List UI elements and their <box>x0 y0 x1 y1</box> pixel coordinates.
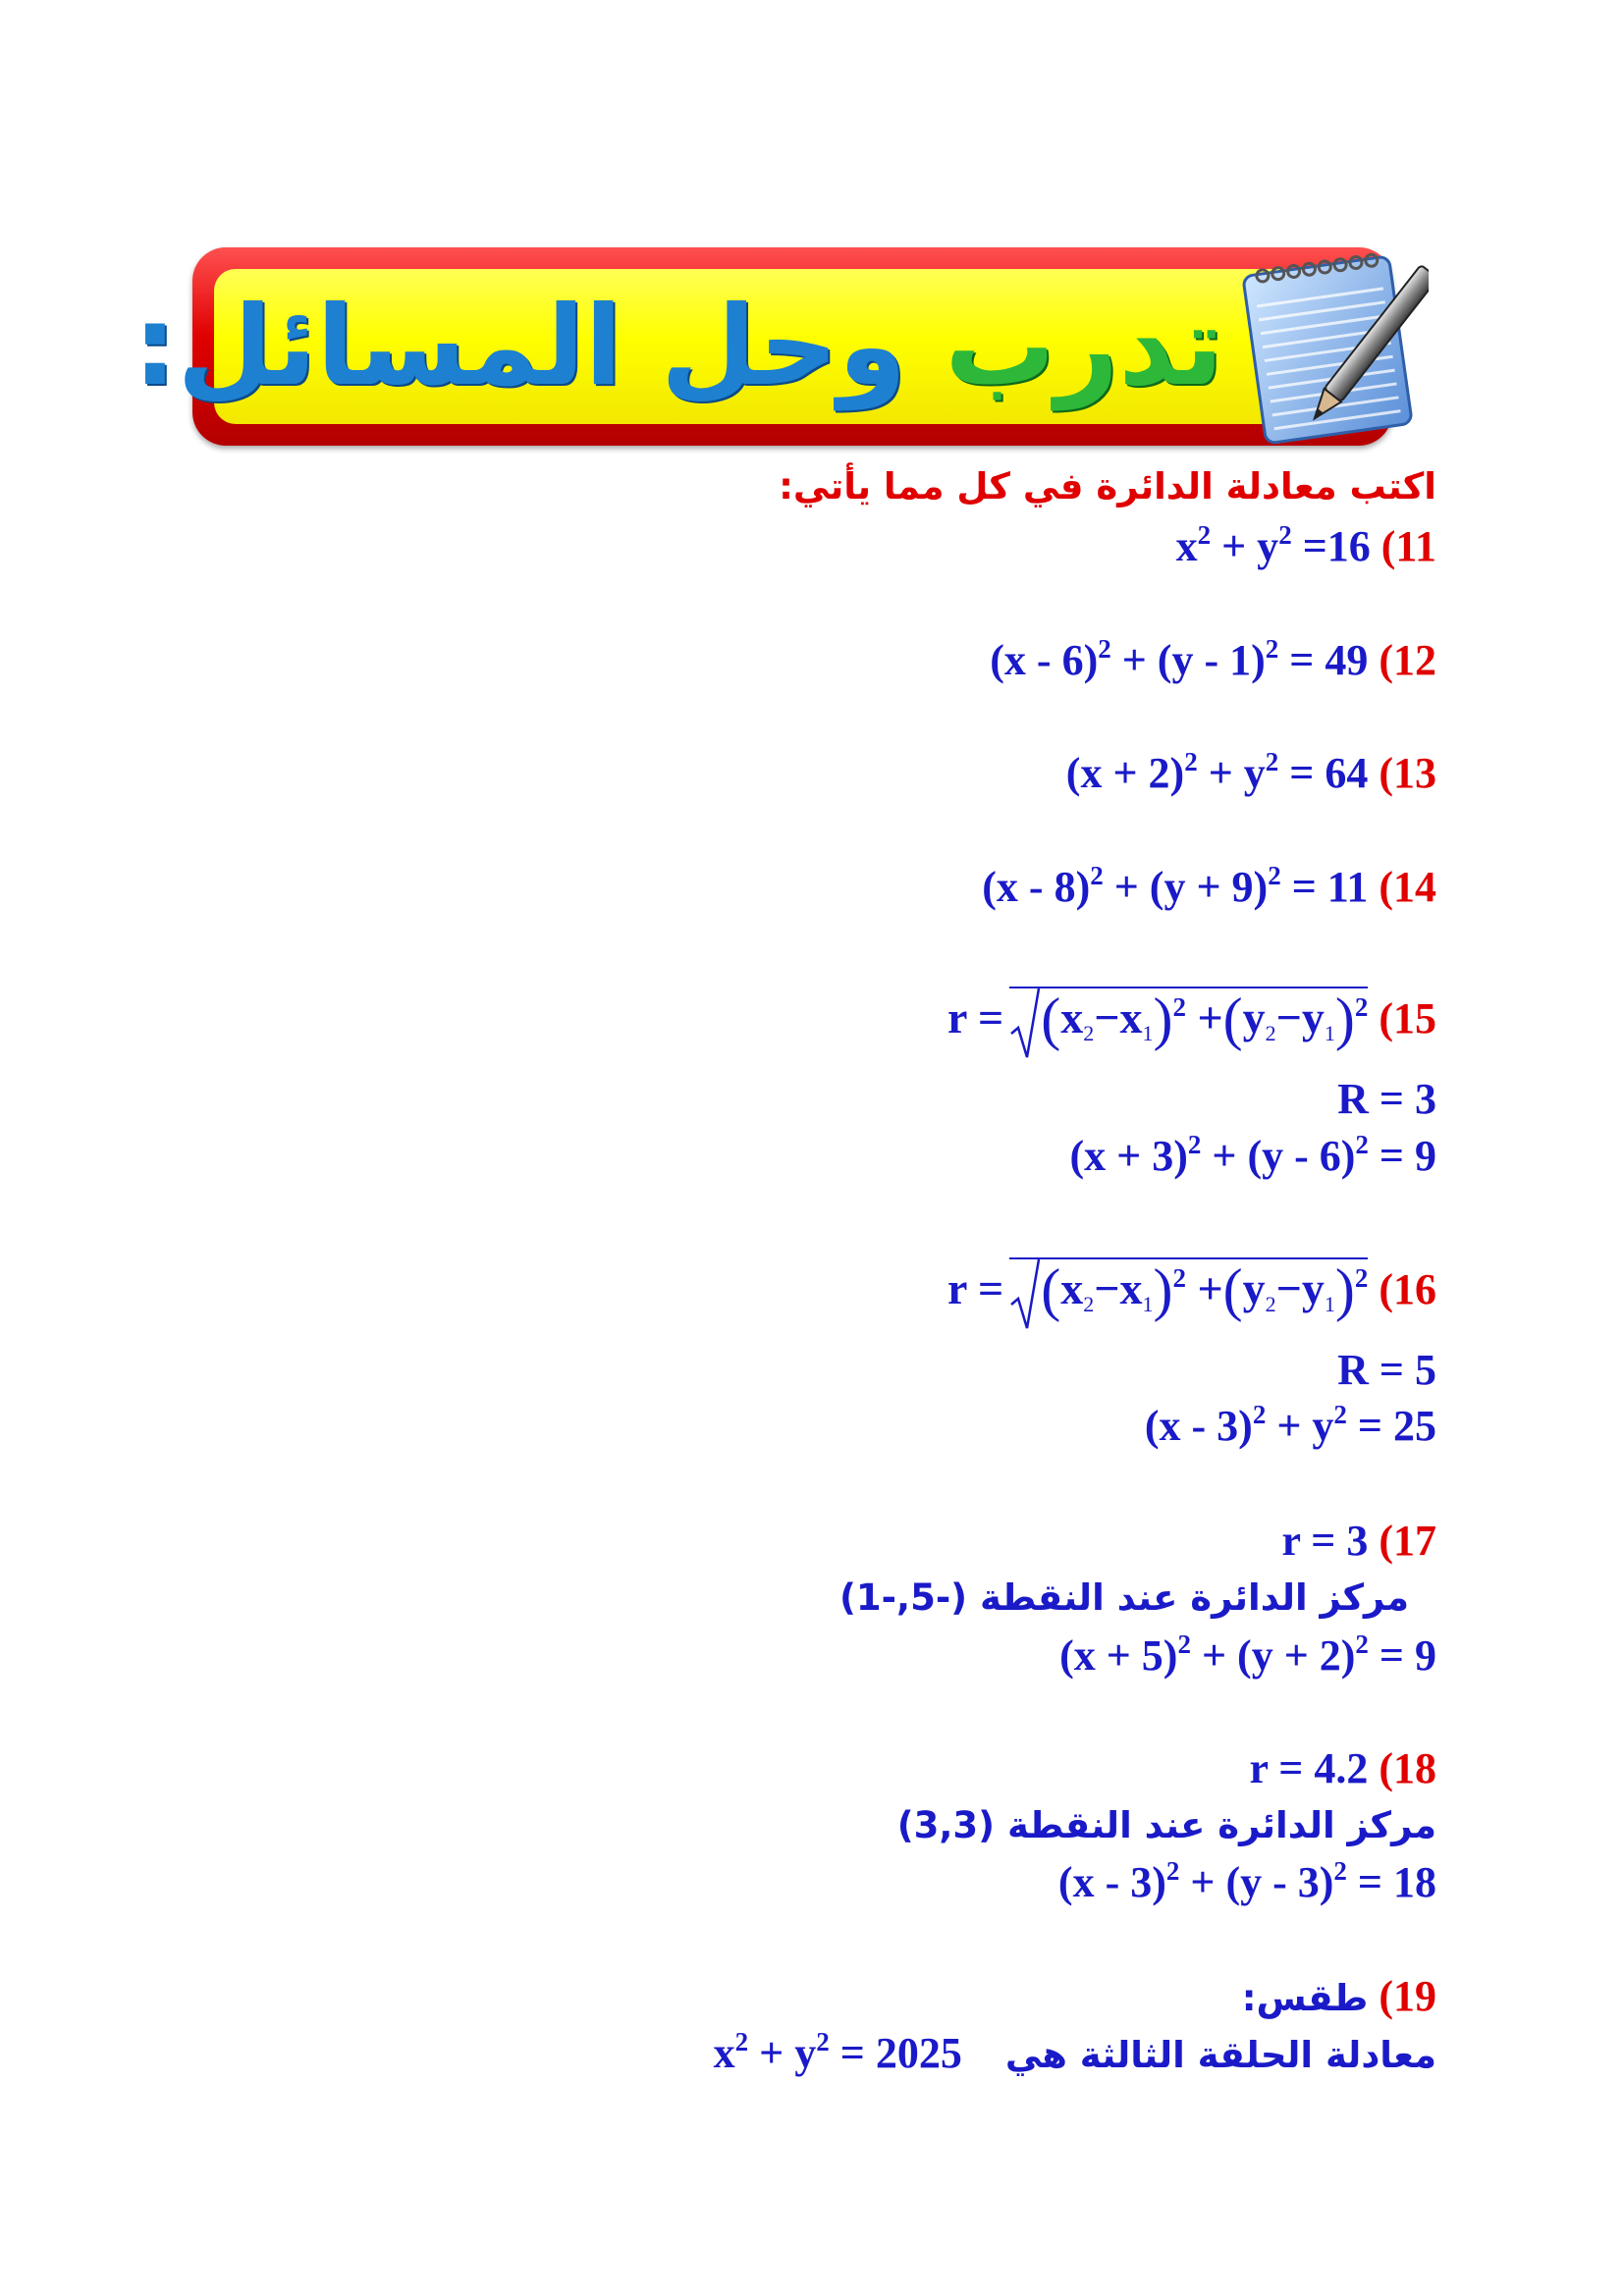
problem-19 <box>1242 1971 1436 2024</box>
problem-17-result <box>1059 1630 1436 1682</box>
problem-15-radius: R = 3 <box>1337 1075 1436 1123</box>
problem-19-label: طقس: <box>1241 1977 1369 2019</box>
square-root-15: $(x_2-x_1)^2 +(y_2-y_1)^2$ <box>1009 987 1368 1048</box>
square-root-16: $(x_2-x_1)^2 +(y_2-y_1)^2$ <box>1009 1257 1368 1319</box>
problem-13 <box>1066 748 1436 799</box>
problem-15-result <box>1070 1131 1437 1182</box>
title-banner-fill <box>133 269 1371 424</box>
problem-16-radius: R = 5 <box>1337 1346 1436 1394</box>
problem-14-number: 14) <box>1379 863 1436 911</box>
problem-18 <box>1250 1743 1436 1794</box>
problem-14 <box>982 862 1436 913</box>
problem-12-number: 12) <box>1379 636 1436 684</box>
radical-sign-icon <box>1009 1257 1041 1332</box>
problem-18-radius: r = 4.2 <box>1249 1744 1369 1792</box>
problem-19-text: معادلة الحلقة الثالثة هي <box>1004 2034 1436 2076</box>
problem-19-equation: $x^2 + y^2 = 2025$ <box>713 2027 962 2077</box>
problem-17 <box>1282 1516 1436 1567</box>
problem-15 <box>947 982 1436 1055</box>
problem-15-number: 15) <box>1379 994 1436 1042</box>
problem-12-equation: (x - 6)$^2$ + (y - 1)$^2$ = 49 <box>990 634 1369 684</box>
problem-15-equation: $(x + 3)^2 + (y - 6)^2 = 9$ <box>1069 1130 1436 1180</box>
banner-title-word-1: تدرب <box>945 283 1223 410</box>
problem-11-equation: $x^2 + y^2 =16$ <box>1175 520 1371 570</box>
problem-18-equation: (x - 3)$^2$ + (y - 3)$^2$ = 18 <box>1057 1856 1436 1906</box>
problem-17-center: مركز الدائرة عند النقطة (-5,-1) <box>839 1576 1409 1619</box>
problem-13-number: 13) <box>1379 749 1436 797</box>
problem-16-equation: $(x - 3)^2 + y^2 = 25$ <box>1144 1400 1436 1450</box>
banner-title <box>134 269 1223 424</box>
problem-16 <box>947 1253 1436 1326</box>
problem-17-number: 17) <box>1379 1517 1436 1565</box>
problem-17-radius: r = 3 <box>1281 1517 1369 1565</box>
problem-18-number: 18) <box>1379 1744 1436 1792</box>
notepad-pencil-icon <box>1232 241 1429 452</box>
radical-sign-icon <box>1009 987 1041 1061</box>
problem-16-result <box>1145 1401 1436 1452</box>
problem-12 <box>990 635 1436 686</box>
distance-formula-15: r = $(x_2-x_1)^2 +(y_2-y_1)^2$ <box>947 982 1368 1054</box>
instruction: اكتب معادلة الدائرة في كل مما يأتي: <box>779 465 1436 507</box>
problem-18-result <box>1058 1857 1436 1908</box>
problem-18-center: مركز الدائرة عند النقطة (3,3) <box>896 1804 1436 1846</box>
problem-11 <box>1176 521 1436 572</box>
banner-title-word-2: وحل المسائل: <box>133 283 907 410</box>
problem-13-equation: $(x + 2)^2 + y^2 = 64$ <box>1065 747 1369 797</box>
problem-11-number: 11) <box>1380 522 1436 570</box>
problem-19-number: 19) <box>1379 1972 1436 2020</box>
distance-formula-16: r = $(x_2-x_1)^2 +(y_2-y_1)^2$ <box>947 1253 1368 1325</box>
problem-19-answer <box>714 2028 1436 2081</box>
problem-17-equation: $(x + 5)^2 + (y + 2)^2 = 9$ <box>1059 1629 1436 1680</box>
title-banner <box>133 247 1392 446</box>
problem-14-equation: $(x - 8)^2 + (y + 9)^2 = 11$ <box>982 861 1369 911</box>
problem-16-number: 16) <box>1379 1265 1436 1313</box>
